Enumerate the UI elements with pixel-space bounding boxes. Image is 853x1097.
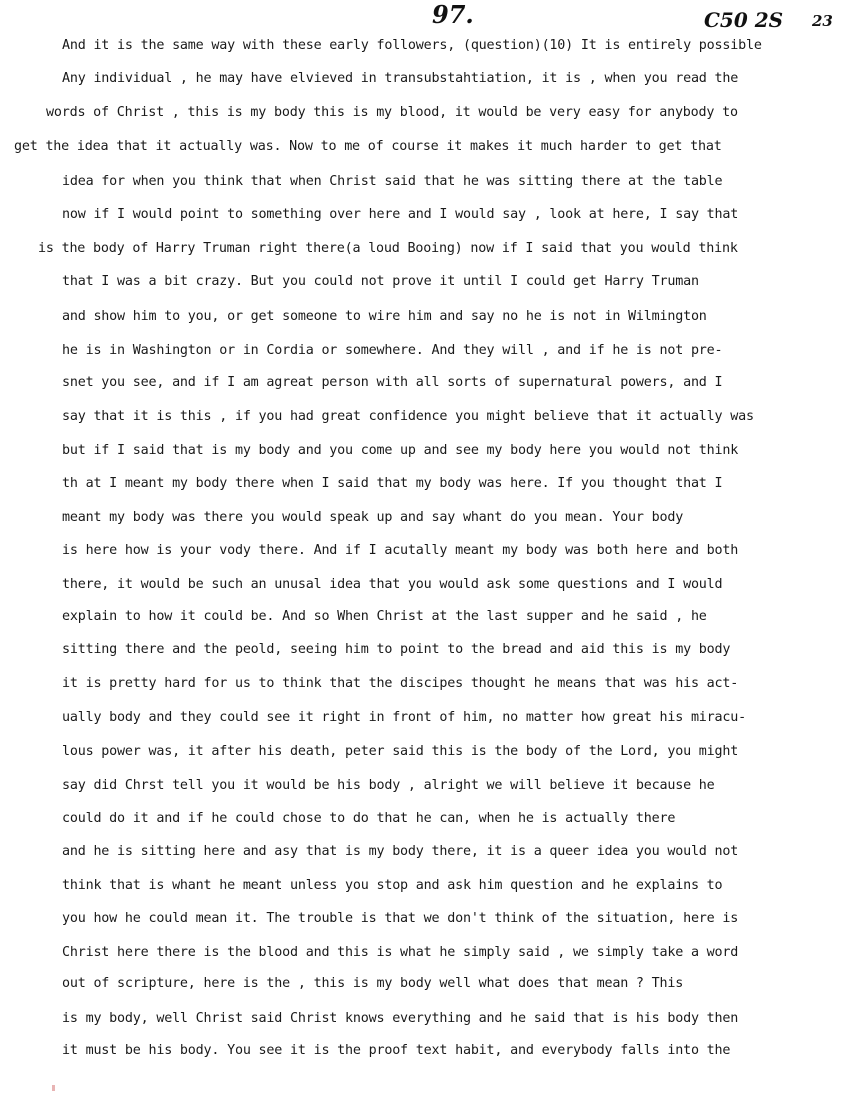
text-line: And it is the same way with these early followers, (question)(10) It is entirely possible	[62, 38, 762, 53]
handwritten-sheet-number: 23	[812, 12, 833, 30]
text-line: you how he could mean it. The trouble is that we don't think of the situation, here is	[62, 911, 739, 926]
text-line: ually body and they could see it right in front of him, no matter how great his miracu-	[62, 710, 746, 725]
text-line: and he is sitting here and asy that is my body there, it is a queer idea you would not	[62, 844, 739, 859]
text-line: there, it would be such an unusal idea that you would ask some questions and I would	[62, 577, 723, 592]
text-line: explain to how it could be. And so When Christ at the last supper and he said , he	[62, 609, 707, 624]
text-line: but if I said that is my body and you come up and see my body here you would not think	[62, 443, 739, 458]
text-line: is the body of Harry Truman right there(a loud Booing) now if I said that you would think	[38, 241, 738, 256]
text-line: Any individual , he may have elvieved in transubstahtiation, it is , when you read the	[62, 71, 739, 86]
text-line: it is pretty hard for us to think that the discipes thought he means that was his act-	[62, 676, 739, 691]
text-line: meant my body was there you would speak up and say whant do you mean. Your body	[62, 510, 684, 525]
text-line: he is in Washington or in Cordia or somewhere. And they will , and if he is not pre-	[62, 343, 723, 358]
text-line: is here how is your vody there. And if I acutally meant my body was both here and both	[62, 543, 739, 558]
text-line: get the idea that it actually was. Now to me of course it makes it much harder to get that	[14, 139, 722, 154]
text-line: think that is whant he meant unless you stop and ask him question and he explains to	[62, 878, 723, 893]
handwritten-archive-code: C50 2S	[704, 8, 784, 32]
text-line: could do it and if he could chose to do that he can, when he is actually there	[62, 811, 676, 826]
text-line: snet you see, and if I am agreat person with all sorts of supernatural powers, and I	[62, 375, 723, 390]
text-line: say that it is this , if you had great confidence you might believe that it actually was	[62, 409, 754, 424]
text-line: now if I would point to something over here and I would say , look at here, I say that	[62, 207, 739, 222]
handwritten-page-number: 97.	[432, 0, 474, 29]
text-line: th at I meant my body there when I said that my body was here. If you thought that I	[62, 476, 723, 491]
text-line: lous power was, it after his death, peter said this is the body of the Lord, you might	[62, 744, 739, 759]
text-line: is my body, well Christ said Christ knows everything and he said that is his body then	[62, 1011, 739, 1026]
text-line: out of scripture, here is the , this is my body well what does that mean ? This	[62, 976, 684, 991]
text-line: idea for when you think that when Christ said that he was sitting there at the table	[62, 174, 723, 189]
scan-edge-mark	[52, 1085, 55, 1091]
text-line: say did Chrst tell you it would be his body , alright we will believe it because he	[62, 778, 715, 793]
text-line: that I was a bit crazy. But you could not prove it until I could get Harry Truman	[62, 274, 699, 289]
text-line: Christ here there is the blood and this is what he simply said , we simply take a word	[62, 945, 739, 960]
text-line: sitting there and the peold, seeing him to point to the bread and aid this is my body	[62, 642, 731, 657]
text-line: it must be his body. You see it is the proof text habit, and everybody falls into the	[62, 1043, 731, 1058]
text-line: and show him to you, or get someone to wire him and say no he is not in Wilmington	[62, 309, 707, 324]
text-line: words of Christ , this is my body this is my blood, it would be very easy for anybody to	[46, 105, 738, 120]
